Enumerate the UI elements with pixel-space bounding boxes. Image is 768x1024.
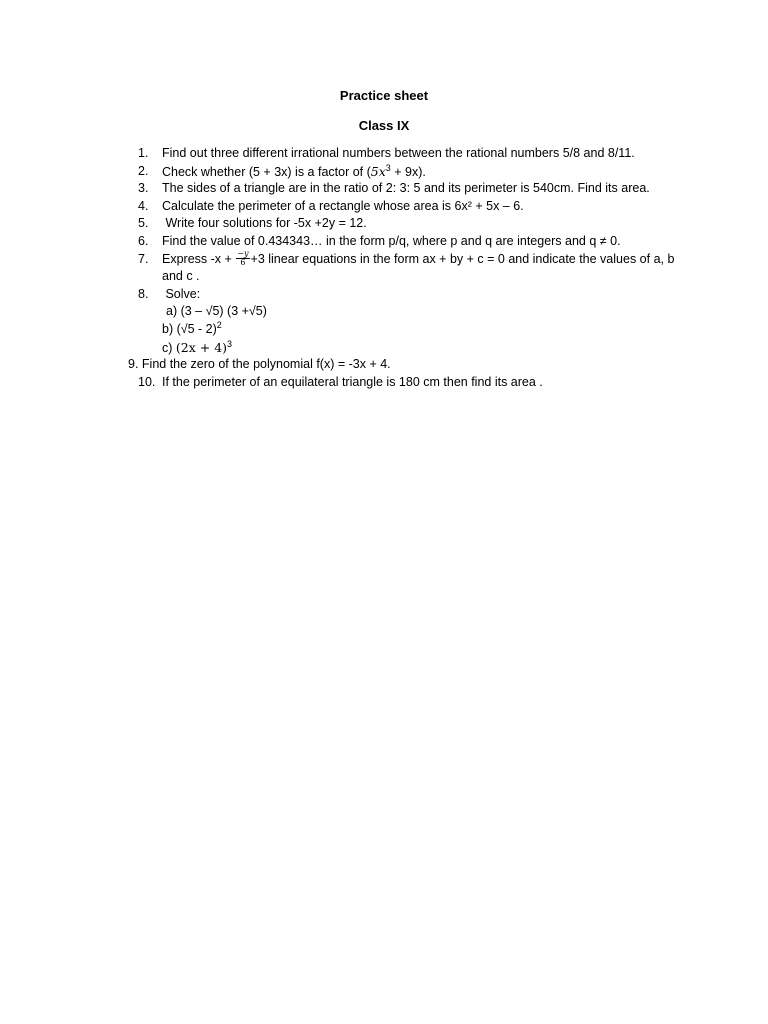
question-number: 2. (138, 163, 149, 178)
solve-part-b (162, 321, 722, 339)
solve-part-label: c) (162, 340, 176, 355)
question-number: 7. (138, 251, 149, 266)
fraction-numerator: −y (237, 248, 249, 258)
question-number: 10. (138, 374, 156, 389)
exponent: 3 (227, 338, 233, 349)
math-expression: (2x + 4) (175, 339, 228, 355)
fraction-denominator: 6 (240, 257, 246, 267)
question-text: Write four solutions for -5x +2y = 12. (162, 216, 367, 231)
question-number: 1. (138, 146, 149, 160)
page-subtitle: Class IX (358, 118, 410, 133)
fraction (236, 250, 249, 267)
question-number: 4. (138, 198, 149, 213)
page-title: Practice sheet (339, 88, 429, 103)
question-text: Find the zero of the polynomial f(x) = -3x + 4. (141, 357, 391, 372)
question-text: Find the value of 0.434343… in the form p/q, where p and q are integers and q ≠ 0. (162, 233, 621, 248)
question-8 (138, 286, 698, 304)
question-2 (138, 163, 698, 181)
question-number: 5. (138, 216, 149, 231)
solve-part-text: b) (√5 - 2) (162, 321, 217, 336)
solve-part-c (162, 339, 722, 357)
question-text-part: Check whether (5 + 3x) is a factor of ( (162, 164, 371, 179)
question-text: The sides of a triangle are in the ratio of 2: 3: 5 and its perimeter is 540cm. Find its area. (162, 181, 650, 196)
question-number: 3. (138, 181, 149, 196)
question-6 (138, 233, 698, 251)
question-text: If the perimeter of an equilateral triangle is 180 cm then find its area . (162, 374, 543, 389)
solve-part-a: a) (3 – √5) (3 +√5) (166, 304, 267, 319)
question-number: 6. (138, 233, 149, 248)
question-list (128, 145, 698, 391)
question-7 (138, 248, 698, 286)
question-text: Calculate the perimeter of a rectangle whose area is 6x² + 5x – 6. (162, 198, 524, 213)
exponent: 3 (385, 162, 391, 173)
question-9 (128, 356, 688, 374)
question-text-part: Express -x + (162, 251, 236, 266)
question-text-part: +3 linear equations in the form ax + by + c = 0 and indicate the values of a, b and c . (162, 251, 675, 284)
question-3 (138, 180, 698, 198)
exponent: 2 (216, 319, 222, 330)
question-10 (138, 374, 698, 392)
question-4 (138, 198, 698, 216)
question-text (162, 248, 682, 286)
question-text-part: + 9x). (390, 164, 426, 179)
question-text: Find out three different irrational numbers between the rational numbers 5/8 and 8/11. (162, 146, 635, 160)
question-number: 9. (128, 357, 139, 372)
question-1 (138, 145, 698, 163)
question-number: 8. (138, 286, 149, 301)
question-text: Solve: (162, 286, 201, 301)
math-expression: 5x (370, 163, 386, 179)
question-5 (138, 215, 698, 233)
question-text (162, 163, 426, 182)
